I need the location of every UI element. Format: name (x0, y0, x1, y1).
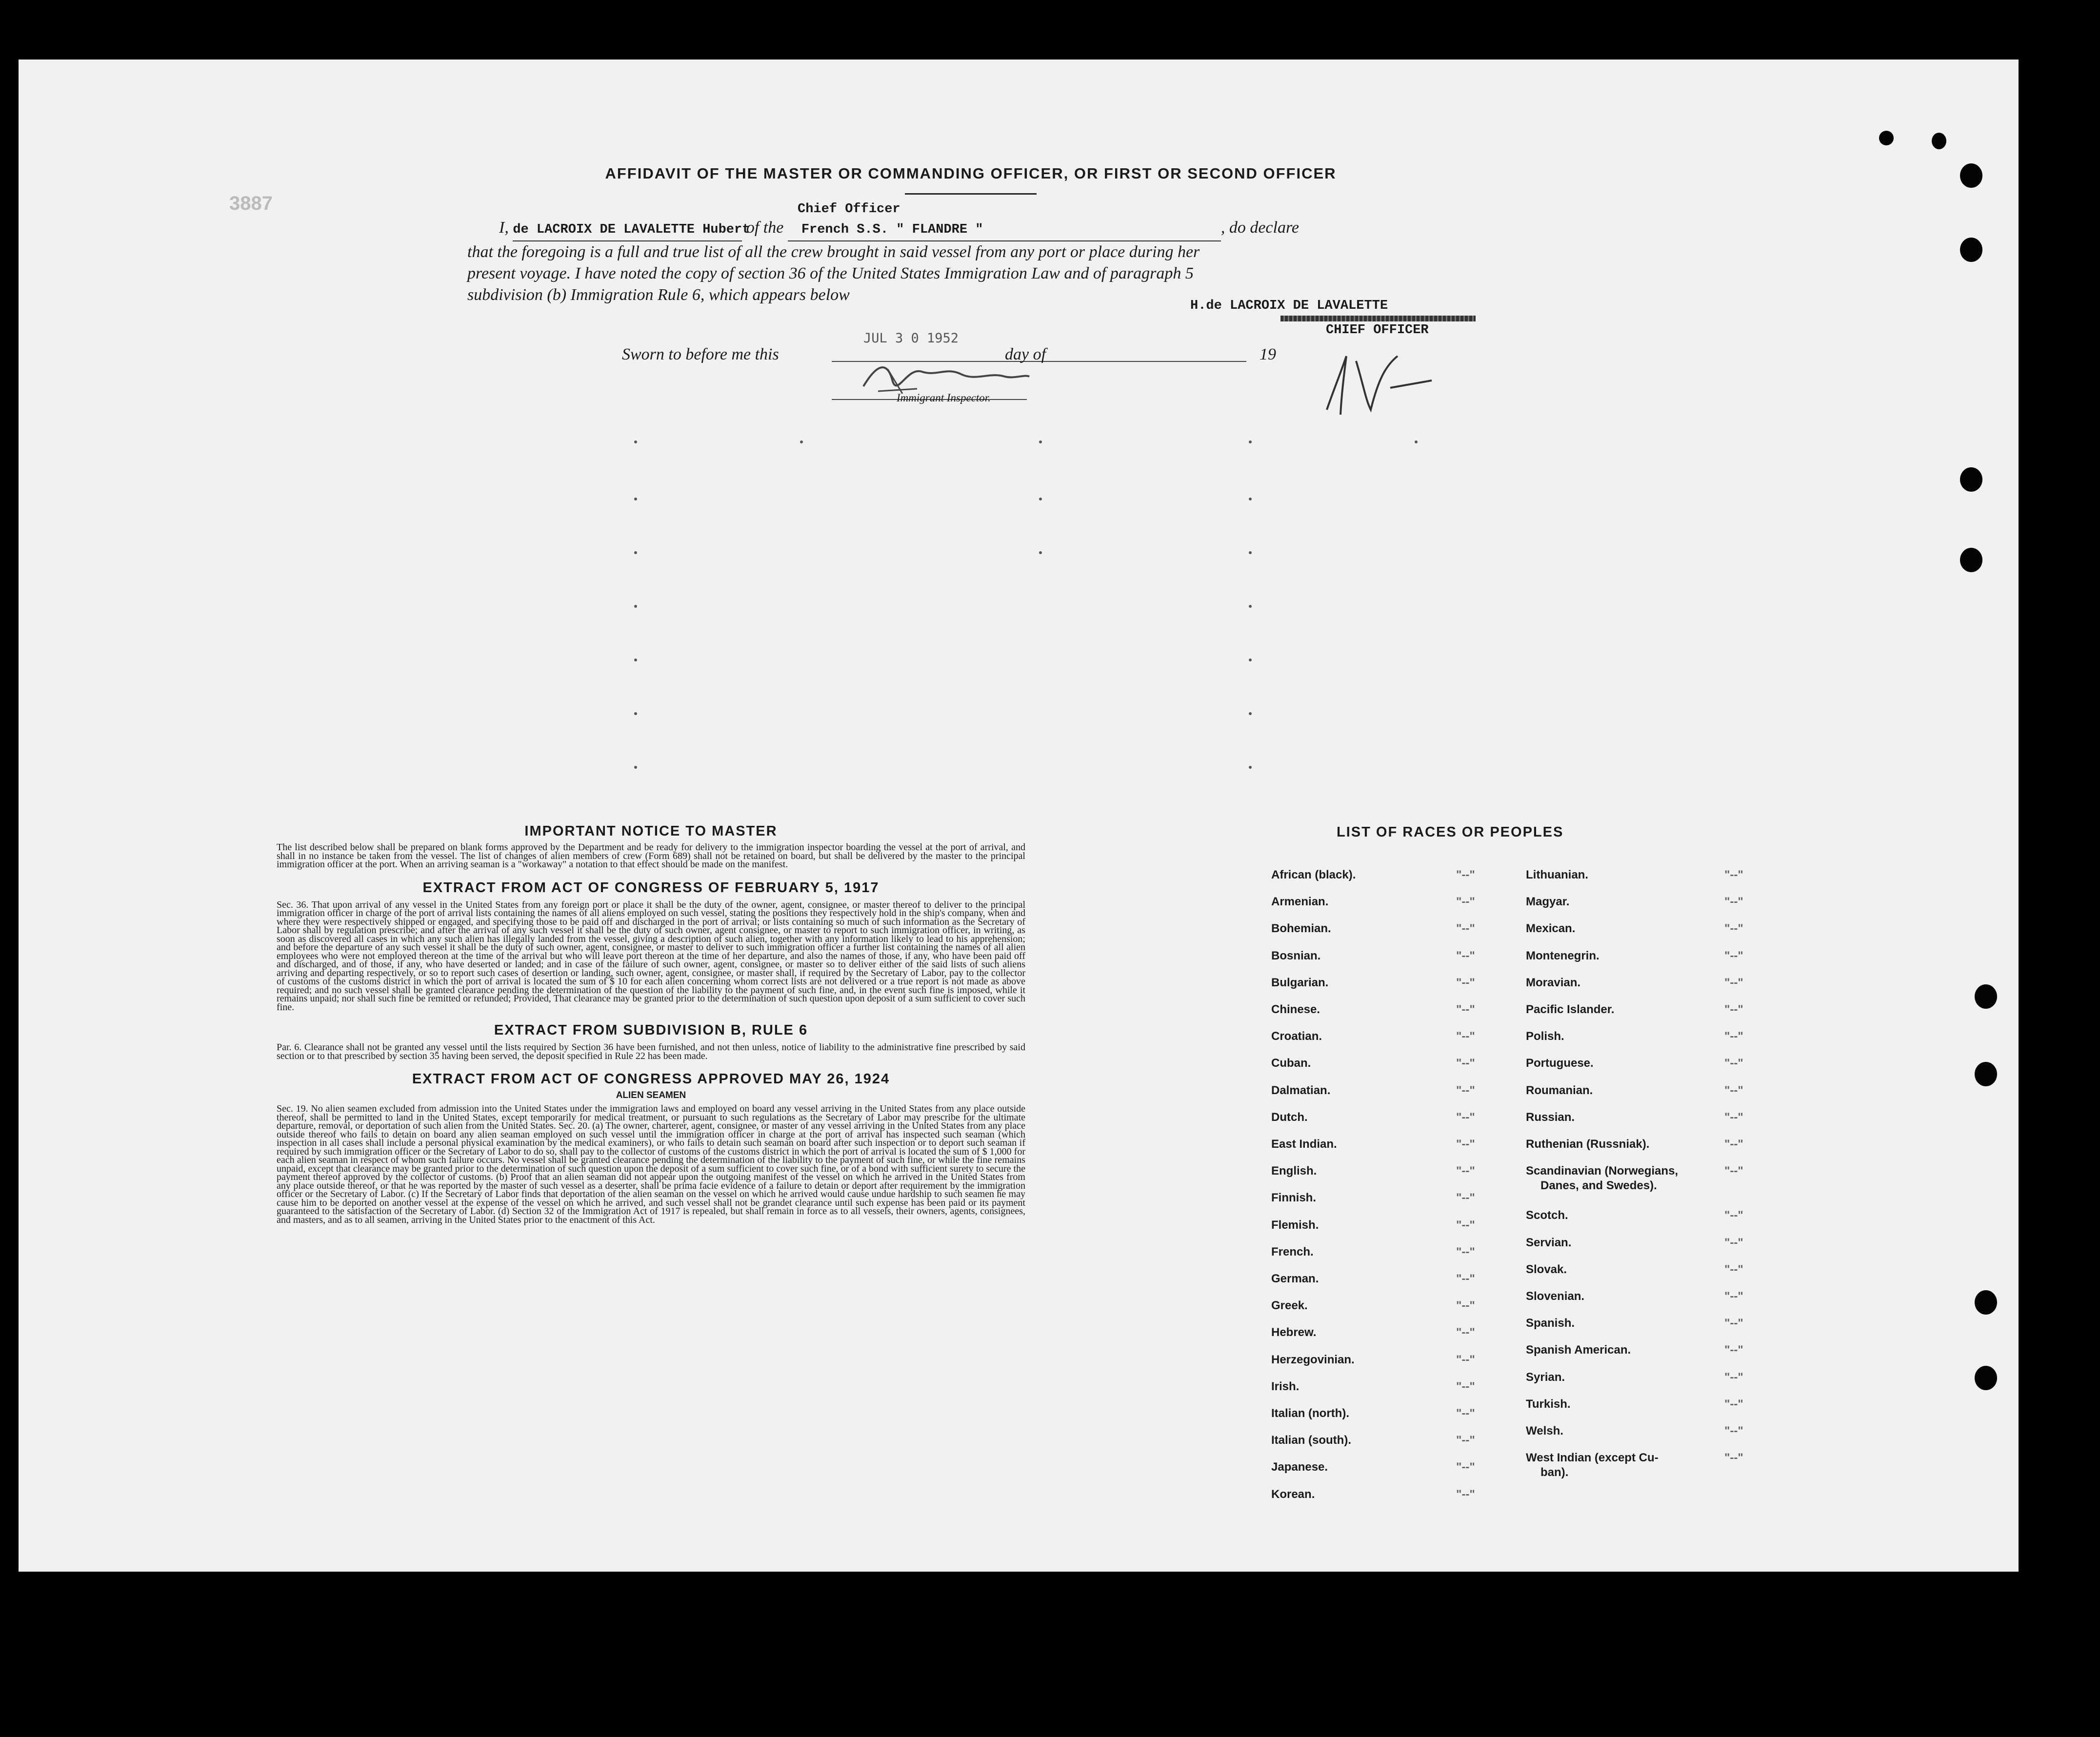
ditto-mark: "--" (1724, 976, 1743, 989)
race-item: Spanish American. (1526, 1343, 1631, 1357)
bleed-dot (634, 712, 637, 715)
ditto-mark: "--" (1456, 1299, 1475, 1313)
race-item: Dalmatian. (1271, 1083, 1331, 1097)
punch-hole (1975, 1290, 1997, 1315)
bleed-dot (634, 440, 637, 443)
sworn-label: Sworn to before me this (622, 345, 779, 363)
struck-line (1280, 316, 1476, 321)
rule6-text: Par. 6. Clearance shall not be granted any vessel until the lists required by Section 36 have been furnished, and not then unless, notice of liability to the administrative fine prescribed by said section or to that prescribed by section 35 having been served, the deposit specified in Rule 22 has been made. (277, 1042, 1025, 1061)
bleed-dot (1249, 605, 1252, 608)
ditto-mark: "--" (1456, 1138, 1475, 1151)
ditto-mark: "--" (1456, 868, 1475, 881)
race-item: Montenegrin. (1526, 949, 1600, 962)
race-item: Ruthenian (Russniak). (1526, 1138, 1650, 1151)
of-the-label: of the (746, 219, 784, 237)
race-item: Armenian. (1271, 895, 1329, 909)
race-item: Slovenian. (1526, 1290, 1585, 1303)
race-item: Roumanian. (1526, 1083, 1593, 1097)
race-item: Scandinavian (Norwegians, (1526, 1164, 1679, 1178)
ditto-mark: "--" (1456, 1030, 1475, 1043)
race-item: Spanish. (1526, 1317, 1575, 1330)
punch-hole (1879, 131, 1894, 145)
ditto-mark: "--" (1456, 1057, 1475, 1070)
bleed-dot (1249, 440, 1252, 443)
ditto-mark: "--" (1456, 1164, 1475, 1178)
race-item: Slovak. (1526, 1262, 1567, 1276)
race-item: ban). (1540, 1466, 1569, 1479)
race-item: Irish. (1271, 1379, 1300, 1393)
bleed-dot (1415, 440, 1418, 443)
officer-name: de LACROIX DE LAVALETTE Hubert (513, 219, 742, 241)
race-item: Finnish. (1271, 1191, 1316, 1205)
punch-hole (1960, 238, 1982, 262)
bleed-dot (800, 440, 803, 443)
race-item: Syrian. (1526, 1370, 1565, 1384)
race-item: Scotch. (1526, 1209, 1568, 1222)
race-item: Welsh. (1526, 1424, 1563, 1438)
ditto-mark: "--" (1456, 1218, 1475, 1232)
bleed-dot (1039, 498, 1042, 500)
notice-title: IMPORTANT NOTICE TO MASTER (524, 823, 778, 839)
race-item: Croatian. (1271, 1030, 1322, 1043)
race-item: Turkish. (1526, 1397, 1571, 1411)
race-item: Danes, and Swedes). (1540, 1179, 1657, 1193)
ditto-mark: "--" (1456, 1245, 1475, 1258)
race-item: Italian (south). (1271, 1434, 1351, 1447)
race-item: Italian (north). (1271, 1407, 1349, 1420)
ditto-mark: "--" (1724, 895, 1743, 909)
punch-hole (1932, 133, 1946, 149)
title-underline (905, 193, 1037, 195)
race-item: Lithuanian. (1526, 868, 1588, 881)
ditto-mark: "--" (1456, 949, 1475, 962)
race-item: Hebrew. (1271, 1326, 1317, 1339)
race-item: Korean. (1271, 1487, 1315, 1501)
ditto-mark: "--" (1724, 1209, 1743, 1222)
bleed-dot (1039, 440, 1042, 443)
bleed-dot (634, 551, 637, 554)
race-item: Moravian. (1526, 976, 1581, 989)
date-stamp: JUL 3 0 1952 (863, 331, 959, 346)
race-item: Japanese. (1271, 1460, 1328, 1474)
vessel-name: French S.S. " FLANDRE " (788, 219, 1221, 241)
declaration (467, 207, 1472, 306)
notice-text: The list described below shall be prepared on blank forms approved by the Department and be ready for delivery to the immigration inspector boarding the vessel at the port of arrival, and shall in no instance be taken from the vessel. The list of changes of alien members of crew (Form 689) shall not be retained on board, but shall be delivered by the master to the principal immigration officer at the port. When an arriving seaman is a "workaway" a notation to that effect should be made on the manifest. (277, 842, 1025, 870)
race-item: Herzegovinian. (1271, 1353, 1355, 1366)
margin-number: 3887 (229, 193, 273, 214)
affidavit-title: AFFIDAVIT OF THE MASTER OR COMMANDING OFFICER, OR FIRST OR SECOND OFFICER (605, 165, 1337, 182)
ditto-mark: "--" (1724, 1343, 1743, 1357)
race-item: African (black). (1271, 868, 1356, 881)
ditto-mark: "--" (1456, 1326, 1475, 1339)
race-item: English. (1271, 1164, 1317, 1178)
ditto-mark: "--" (1456, 1460, 1475, 1474)
inspector-label: Immigrant Inspector. (897, 392, 991, 404)
race-item: Mexican. (1526, 922, 1576, 936)
ditto-mark: "--" (1456, 1487, 1475, 1501)
ditto-mark: "--" (1456, 1083, 1475, 1097)
bleed-dot (1039, 551, 1042, 554)
race-item: Greek. (1271, 1299, 1308, 1313)
declaration-line: present voyage. I have noted the copy of section 36 of the United States Immigration Law and of paragraph 5 (467, 264, 1194, 282)
races-title: LIST OF RACES OR PEOPLES (1337, 824, 1564, 840)
ditto-mark: "--" (1456, 1353, 1475, 1366)
bleed-dot (634, 605, 637, 608)
ditto-mark: "--" (1724, 1424, 1743, 1438)
ditto-mark: "--" (1724, 1057, 1743, 1070)
ditto-mark: "--" (1456, 1003, 1475, 1016)
ditto-mark: "--" (1456, 976, 1475, 989)
bleed-dot (634, 659, 637, 661)
race-item: Russian. (1526, 1110, 1575, 1124)
signature-title: CHIEF OFFICER (1326, 323, 1429, 338)
ditto-mark: "--" (1724, 949, 1743, 962)
ditto-mark: "--" (1724, 1290, 1743, 1303)
notice-column (277, 823, 1025, 1224)
rule6-title: EXTRACT FROM SUBDIVISION B, RULE 6 (494, 1022, 808, 1038)
ditto-mark: "--" (1724, 1397, 1743, 1411)
ditto-mark: "--" (1724, 1451, 1743, 1465)
punch-hole (1975, 984, 1997, 1009)
bleed-dot (1249, 766, 1252, 769)
race-item: Pacific Islander. (1526, 1003, 1615, 1016)
ditto-mark: "--" (1724, 1262, 1743, 1276)
year-prefix: 19 (1260, 345, 1276, 363)
race-item: East Indian. (1271, 1138, 1337, 1151)
ditto-mark: "--" (1724, 1164, 1743, 1178)
race-item: Cuban. (1271, 1057, 1311, 1070)
punch-hole (1960, 467, 1982, 492)
extract-1924-text: Sec. 19. No alien seamen excluded from admission into the United States under the immigration laws and employed on board any vessel arriving in the United States from any place outside thereof, shall be permitted to land in the United States, except temporarily for medical treatment, or pursuant to such regulations as the Secretary of Labor may prescribe for the ultimate departure, removal, or deportation of such alien from the United States. Sec. 20. (a) The owner, charterer, agent, consignee, or master of any vessel arriving in the United States from any place outside thereof who fails to detain on board any alien seaman employed on such vessel until the immigration officer in charge at the port of arrival has inspected such seaman (which inspection in all cases shall include a personal physical examination by the medical examiners), or who fails to detain such seaman on board after such inspection or to deport such seaman if required by such immigration officer or the Secretary of Labor to do so, shall pay to the collector of customs of the customs district in which the port of arrival is located the sum of $ 1,000 for each alien seaman in respect of whom such failure occurs. No vessel shall be granted clearance pending the determination of the liability to the payment of such fine, or while the fine remains unpaid, except that clearance may be granted prior to the determination of such question upon the deposit of a sum sufficient to cover such fine, or of a bond with sufficient surety to secure the payment thereof approved by the collector of customs. (b) Proof that an alien seaman did not appear upon the outgoing manifest of the vessel on which he arrived in the United States from any place outside thereof, or that he was reported by the master of such vessel as a deserter, shall be prima facie evidence of a failure to detain or deport after requirement by the immigration officer or the Secretary of Labor. (c) If the Secretary of Labor finds that deportation of the alien seaman on the vessel on which he arrived would cause undue hardship to such seamen he may cause him to be deported on another vessel at the expense of the vessel on which he arrived, and such vessel shall not be grandet clearance until such expense has been paid or its payment guaranteed to the satisfaction of the Secretary of Labor. (d) Section 32 of the Immigration Act of 1917 is repealed, but shall remain in force as to all vessels, their owners, agents, consignees, and masters, and as to all seamen, arriving in the United States prior to the enactment of this Act. (277, 1103, 1025, 1225)
ditto-mark: "--" (1724, 922, 1743, 936)
ditto-mark: "--" (1724, 1138, 1743, 1151)
ditto-mark: "--" (1456, 1272, 1475, 1285)
bleed-dot (1249, 659, 1252, 661)
ditto-mark: "--" (1456, 922, 1475, 936)
ditto-mark: "--" (1456, 1110, 1475, 1124)
punch-hole (1975, 1366, 1997, 1390)
inspector-signature (859, 352, 1034, 401)
punch-hole (1975, 1062, 1997, 1086)
ditto-mark: "--" (1724, 1003, 1743, 1016)
ditto-mark: "--" (1724, 868, 1743, 881)
bleed-dot (634, 498, 637, 500)
ditto-mark: "--" (1724, 1030, 1743, 1043)
race-item: Bohemian. (1271, 922, 1331, 936)
ditto-mark: "--" (1724, 1370, 1743, 1384)
bleed-dot (1249, 712, 1252, 715)
race-item: Dutch. (1271, 1110, 1308, 1124)
ditto-mark: "--" (1724, 1110, 1743, 1124)
race-item: Flemish. (1271, 1218, 1319, 1232)
officer-signature (1317, 341, 1444, 424)
race-item: Portuguese. (1526, 1057, 1594, 1070)
ditto-mark: "--" (1456, 1434, 1475, 1447)
bleed-dot (1249, 498, 1252, 500)
extract-1924-subtitle: ALIEN SEAMEN (616, 1090, 686, 1100)
race-item: Bulgarian. (1271, 976, 1329, 989)
ditto-mark: "--" (1724, 1083, 1743, 1097)
race-item: Chinese. (1271, 1003, 1320, 1016)
race-item: Servian. (1526, 1236, 1572, 1249)
extract-1917-text: Sec. 36. That upon arrival of any vessel in the United States from any foreign port or place it shall be the duty of the owner, agent, consignee, or master thereof to deliver to the principal immigration officer in charge of the port of arrival lists containing the names of all aliens employed on such vessel, stating the positions they respectively hold in the ship's company, when and where they were respectively shipped or engaged, and specifying those to be paid off and discharged in the port of arrival; or lists containing so much of such information as the Secretary of Labor shall by regulation prescribe; and after the arrival of any such vessel it shall be the duty of such owner, agent consignee, or master to report to such immigration officer, in writing, as soon as discovered all cases in which any such alien has illegally landed from the vessel, giving a description of such alien, together with any information likely to lead to his apprehension; and before the departure of any such vessel it shall be the duty of such owner, agent, consignee, or master to deliver to such immigration officer a further list containing the names of all alien employees who were not employed thereon at the time of the arrival but who will leave port thereon at the time of her departure, and also the names of those, if any, who have been paid off and discharged, and of those, if any, who have deserted or landed; and in case of the failure of such owner, agent, consignee, or master so to deliver either of the said lists of such aliens arriving and departing respectively, or so to report such cases of desertion or landing, such owner, agent, consignee, or master shall, if required by the Secretary of Labor, pay to the collector of customs of the customs district in which the port of arrival is located the sum of $ 10 for each alien concerning whom correct lists are not delivered or a true report is not made as above required; and no such vessel shall be granted clearance pending the determination of the question of the liability to the payment of such fine, and, in the event such fine is imposed, while it remains unpaid; nor shall such fine be remitted or refunded; Provided, That clearance may be granted prior to the determination of such question upon deposit of a sum sufficient to cover such fine. (277, 899, 1025, 1013)
race-item: French. (1271, 1245, 1314, 1258)
signature-name: H.de LACROIX DE LAVALETTE (1190, 299, 1388, 313)
day-of-label: day of (1005, 345, 1046, 363)
ditto-mark: "--" (1724, 1236, 1743, 1249)
declaration-line: that the foregoing is a full and true list of all the crew brought in said vessel from any port or place during her (467, 243, 1200, 261)
do-declare-label: , do declare (1220, 219, 1300, 237)
ditto-mark: "--" (1456, 1407, 1475, 1420)
race-item: German. (1271, 1272, 1319, 1285)
rank-typed: Chief Officer (798, 202, 900, 217)
race-item: West Indian (except Cu- (1526, 1451, 1659, 1465)
bleed-dot (634, 766, 637, 769)
ditto-mark: "--" (1456, 1379, 1475, 1393)
ditto-mark: "--" (1724, 1317, 1743, 1330)
extract-1924-title: EXTRACT FROM ACT OF CONGRESS APPROVED MAY 26, 1924 (412, 1071, 890, 1087)
i-label: I, (499, 219, 509, 237)
extract-1917-title: EXTRACT FROM ACT OF CONGRESS OF FEBRUARY 5, 1917 (422, 879, 880, 896)
race-item: Magyar. (1526, 895, 1570, 909)
ditto-mark: "--" (1456, 895, 1475, 909)
declaration-line: subdivision (b) Immigration Rule 6, which appears below (467, 286, 850, 304)
bleed-dot (1249, 551, 1252, 554)
ditto-mark: "--" (1456, 1191, 1475, 1205)
punch-hole (1960, 548, 1982, 572)
race-item: Polish. (1526, 1030, 1564, 1043)
punch-hole (1960, 163, 1982, 188)
race-item: Bosnian. (1271, 949, 1321, 962)
